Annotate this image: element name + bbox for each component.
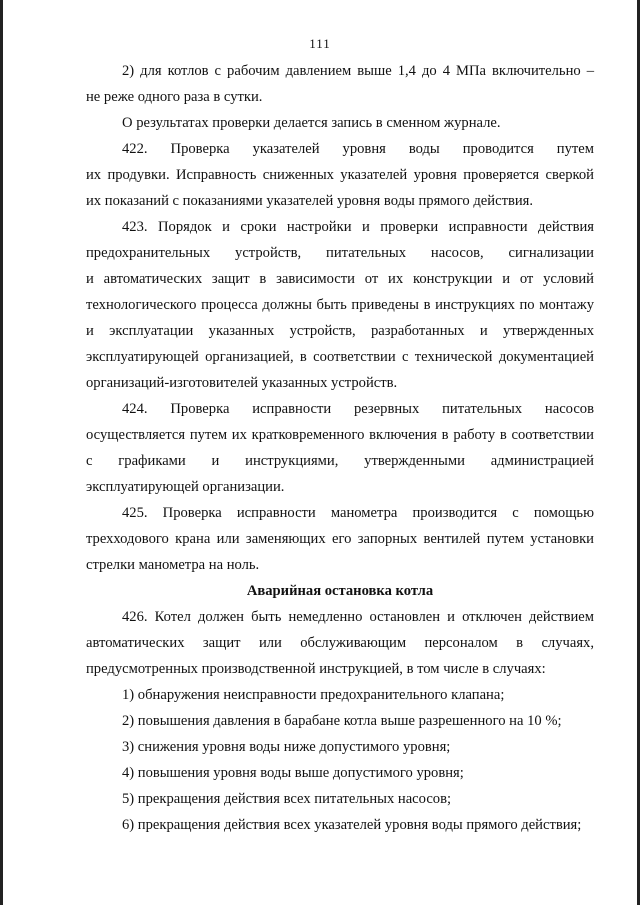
text-line: и автоматических защит в зависимости от их конструкции и от условий bbox=[86, 271, 594, 287]
scan-edge-left bbox=[0, 0, 3, 905]
text-line: предохранительных устройств, питательных насосов, сигнализации bbox=[86, 245, 594, 261]
text-line: 425. Проверка исправности манометра производится с помощью bbox=[122, 505, 594, 521]
text-line: их продувки. Исправность сниженных указателей уровня проверяется сверкой bbox=[86, 167, 594, 183]
text-line: 2) для котлов с рабочим давлением выше 1,4 до 4 МПа включительно – bbox=[122, 63, 594, 79]
text-line: 4) повышения уровня воды выше допустимого уровня; bbox=[122, 765, 464, 781]
text-line: 5) прекращения действия всех питательных насосов; bbox=[122, 791, 452, 807]
text-line: 6) прекращения действия всех указателей уровня воды прямого действия; bbox=[122, 817, 582, 833]
text-line: 422. Проверка указателей уровня воды проводится путем bbox=[122, 141, 594, 157]
text-line: 1) обнаружения неисправности предохранительного клапана; bbox=[122, 687, 505, 703]
text-line: эксплуатирующей организации. bbox=[86, 479, 285, 495]
section-heading: Аварийная остановка котла bbox=[246, 583, 434, 599]
text-line: 424. Проверка исправности резервных питательных насосов bbox=[122, 401, 594, 417]
text-line: автоматических защит или обслуживающим персоналом в случаях, bbox=[86, 635, 594, 651]
text-line: организаций-изготовителей указанных устройств. bbox=[86, 375, 398, 391]
text-line: О результатах проверки делается запись в сменном журнале. bbox=[122, 115, 501, 131]
text-line: с графиками и инструкциями, утвержденными администрацией bbox=[86, 453, 594, 469]
text-line: и эксплуатации указанных устройств, разработанных и утвержденных bbox=[86, 323, 594, 339]
text-line: 423. Порядок и сроки настройки и проверки исправности действия bbox=[122, 219, 594, 235]
text-line: не реже одного раза в сутки. bbox=[86, 89, 263, 105]
text-line: трехходового крана или заменяющих его запорных вентилей путем установки bbox=[86, 531, 594, 547]
text-line: 2) повышения давления в барабане котла выше разрешенного на 10 %; bbox=[122, 713, 562, 729]
page-number: 111 bbox=[309, 36, 331, 51]
text-line: технологического процесса должны быть приведены в инструкциях по монтажу bbox=[86, 297, 594, 313]
document-body bbox=[86, 58, 594, 838]
text-line: их показаний с показаниями указателей уровня воды прямого действия. bbox=[86, 193, 534, 209]
text-line: эксплуатирующей организацией, в соответствии с технической документацией bbox=[86, 349, 594, 365]
text-line: предусмотренных производственной инструкцией, в том числе в случаях: bbox=[86, 661, 546, 677]
text-line: 3) снижения уровня воды ниже допустимого уровня; bbox=[122, 739, 451, 755]
text-line: 426. Котел должен быть немедленно остановлен и отключен действием bbox=[122, 609, 594, 625]
text-line: осуществляется путем их кратковременного включения в работу в соответствии bbox=[86, 427, 594, 443]
text-line: стрелки манометра на ноль. bbox=[86, 557, 260, 573]
